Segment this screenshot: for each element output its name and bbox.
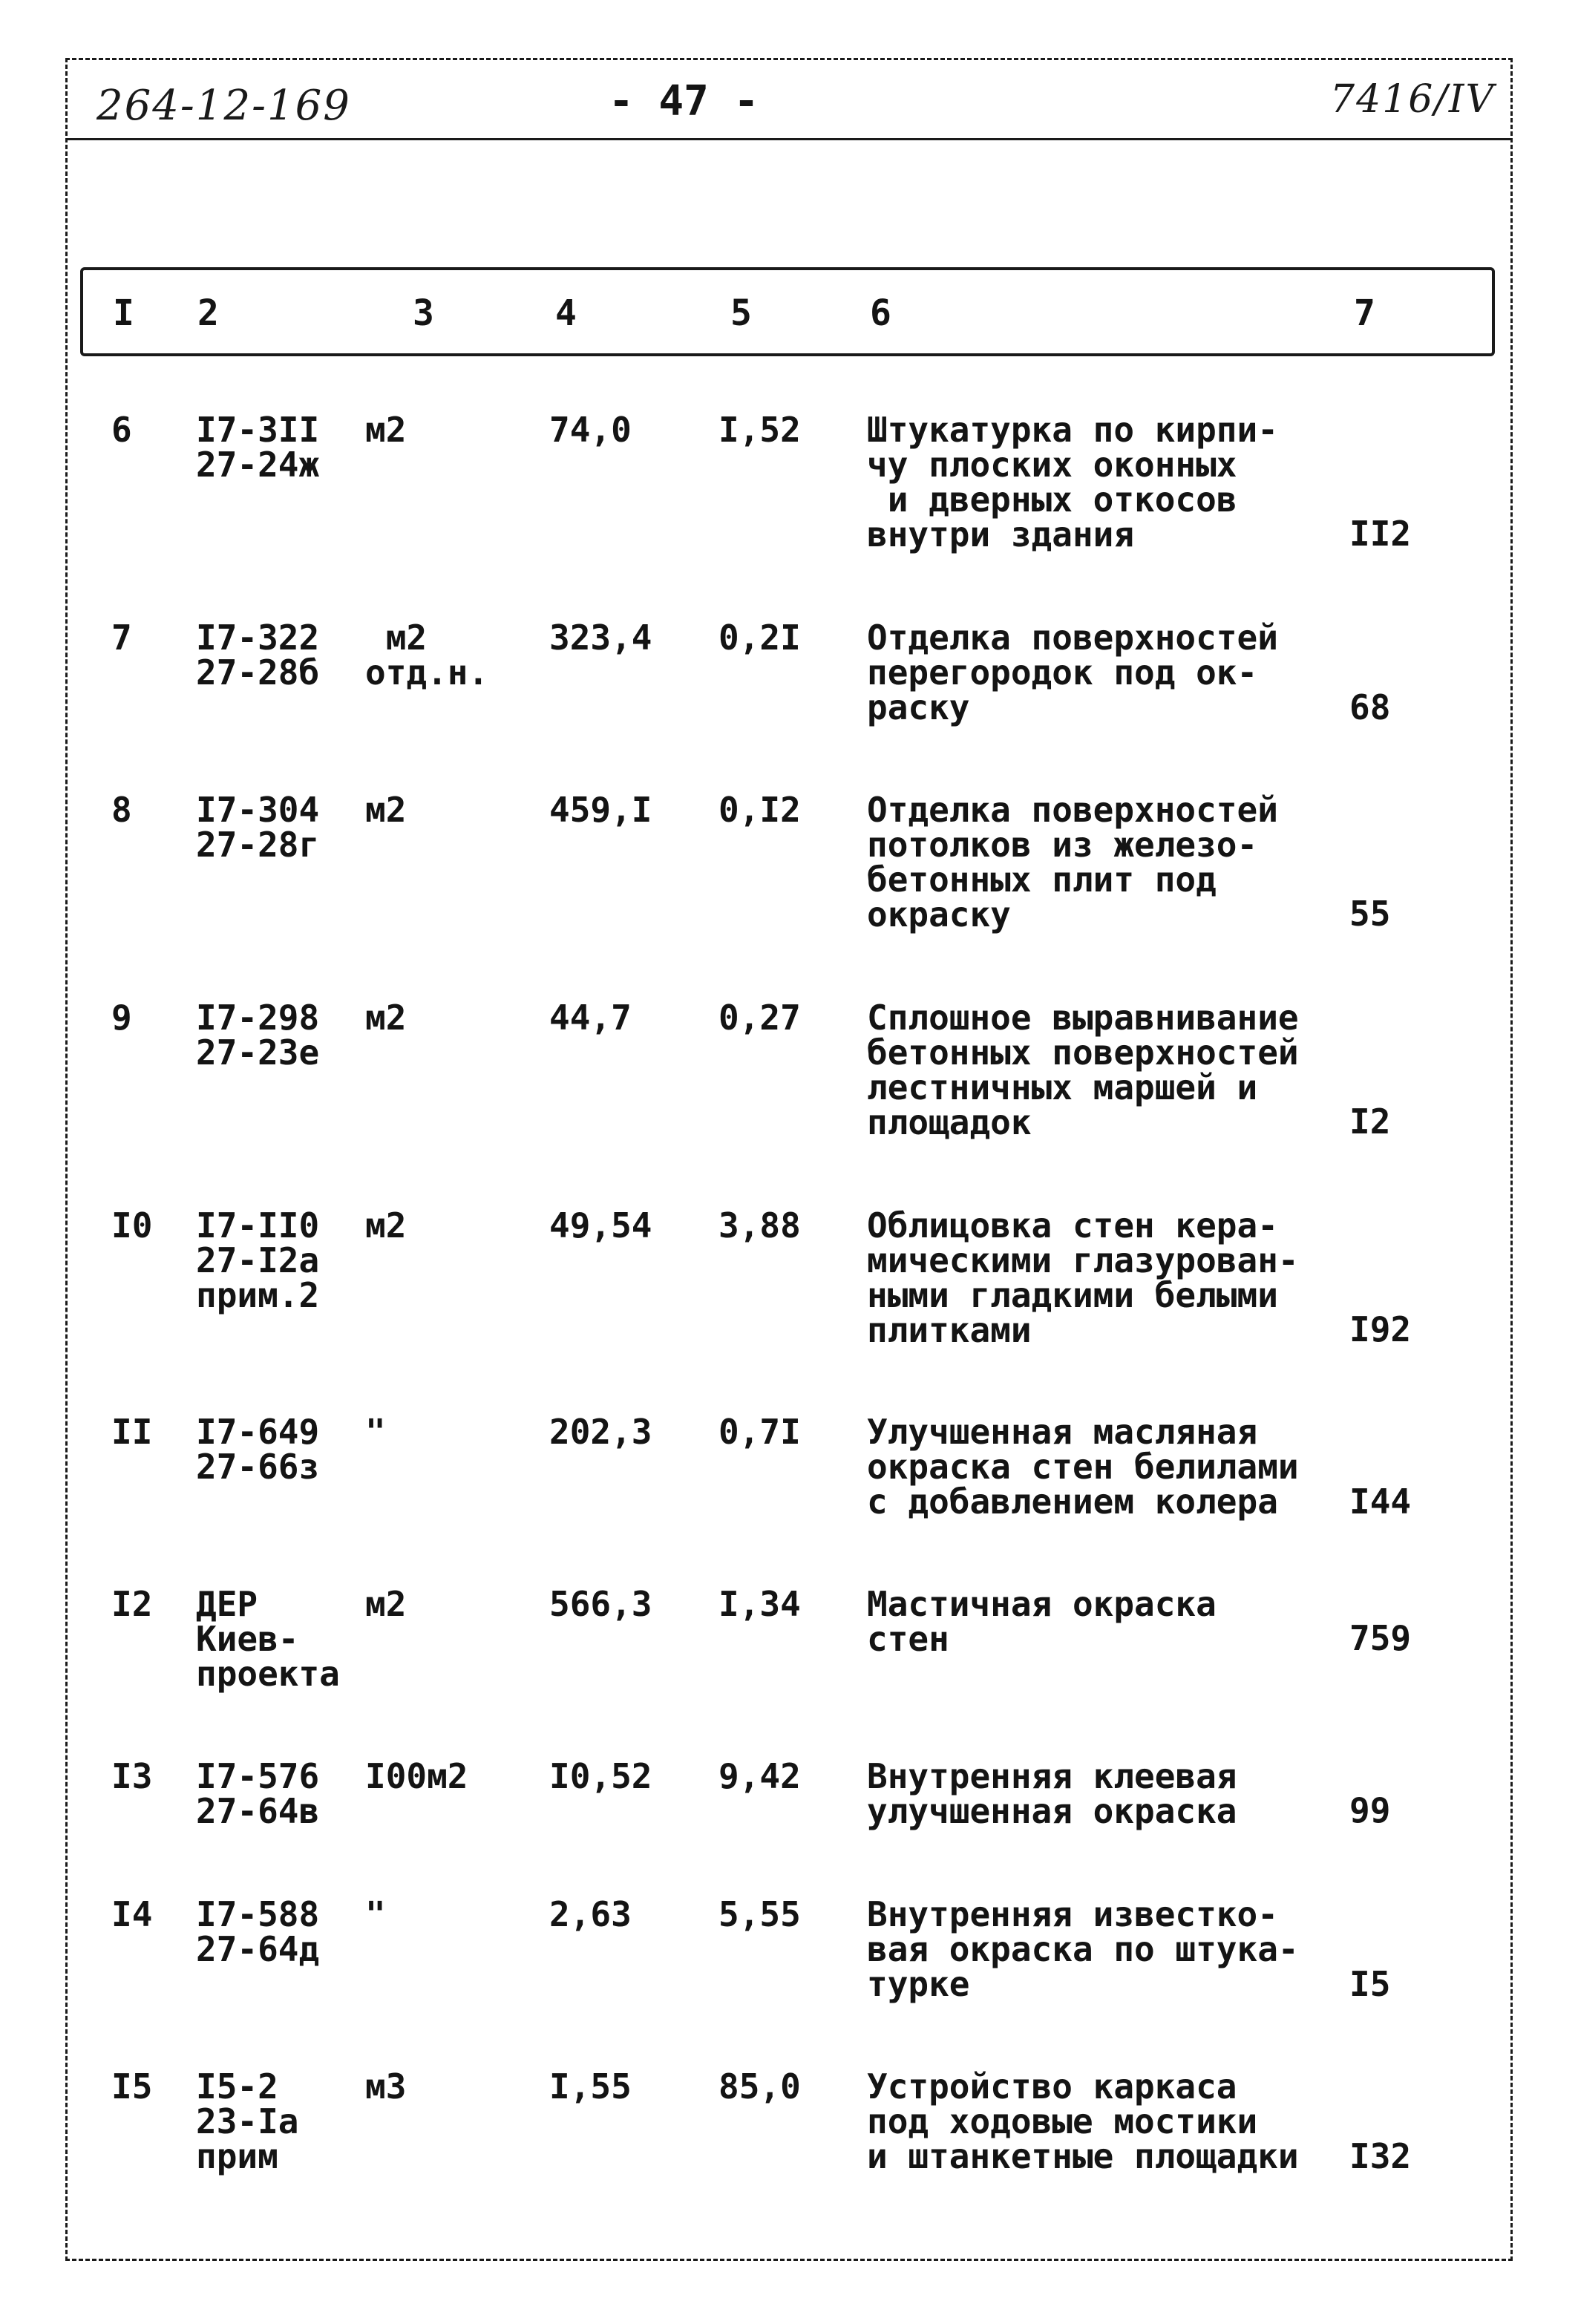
unit-cost: 5,55: [718, 1894, 801, 1934]
inventory-number: 7416/IV: [1330, 77, 1495, 122]
work-description: Отделка поверхностей перегородок под ок- раску: [867, 618, 1278, 727]
unit-cost: 0,27: [718, 998, 801, 1038]
unit-cost: 85,0: [718, 2066, 801, 2107]
work-description: Устройство каркаса под ходовые мостики и штанкетные площадки: [867, 2066, 1299, 2176]
column-header-4: 4: [555, 292, 577, 334]
unit-cost: I,34: [718, 1584, 801, 1624]
unit: м3: [365, 2066, 407, 2107]
row-number: I2: [111, 1584, 153, 1624]
unit-cost: 0,7I: [718, 1412, 801, 1452]
work-description: Штукатурка по кирпи- чу плоских оконных и дверных откосов внутри здания: [867, 410, 1278, 554]
unit: ": [365, 1412, 386, 1452]
row-number: I4: [111, 1894, 153, 1934]
unit-cost: 9,42: [718, 1756, 801, 1796]
column-header-5: 5: [730, 292, 752, 334]
rate-code: I7-322 27-28б: [196, 618, 320, 693]
row-number: 8: [111, 790, 132, 830]
column-header-1: I: [113, 292, 134, 334]
unit: I00м2: [365, 1756, 468, 1796]
total-cost: 99: [1349, 1790, 1391, 1830]
total-cost: I92: [1349, 1309, 1412, 1349]
work-description: Отделка поверхностей потолков из железо- бетонных плит под окраску: [867, 790, 1278, 934]
total-cost: I44: [1349, 1482, 1412, 1522]
page-number: - 47 -: [609, 77, 759, 125]
row-number: I3: [111, 1756, 153, 1796]
total-cost: II2: [1349, 514, 1412, 554]
work-description: Внутренняя известко- вая окраска по штука- турке: [867, 1894, 1299, 2004]
row-number: I5: [111, 2066, 153, 2107]
row-number: II: [111, 1412, 153, 1452]
work-description: Внутренняя клеевая улучшенная окраска: [867, 1756, 1237, 1831]
quantity: 202,3: [549, 1412, 652, 1452]
rate-code: I7-298 27-23е: [196, 998, 320, 1073]
quantity: 2,63: [549, 1894, 632, 1934]
column-header-7: 7: [1354, 292, 1375, 334]
unit-cost: 3,88: [718, 1205, 801, 1246]
quantity: 566,3: [549, 1584, 652, 1624]
total-cost: 55: [1349, 894, 1391, 934]
unit: м2: [365, 790, 407, 830]
rate-code: I7-3II 27-24ж: [196, 410, 320, 485]
unit: м2: [365, 998, 407, 1038]
work-description: Улучшенная масляная окраска стен белилами с добавлением колера: [867, 1412, 1299, 1522]
rate-code: ДЕР Киев- проекта: [196, 1584, 340, 1694]
unit-cost: 0,I2: [718, 790, 801, 830]
work-description: Мастичная окраска стен: [867, 1584, 1217, 1659]
unit: ": [365, 1894, 386, 1934]
header-divider: [65, 138, 1513, 140]
work-description: Облицовка стен кера- мическими глазурован- ными гладкими белыми плитками: [867, 1205, 1299, 1350]
row-number: 6: [111, 410, 132, 450]
column-header-6: 6: [870, 292, 891, 334]
quantity: 49,54: [549, 1205, 652, 1246]
rate-code: I7-649 27-66з: [196, 1412, 320, 1487]
unit: м2 отд.н.: [365, 618, 489, 693]
total-cost: 759: [1349, 1618, 1412, 1658]
quantity: I,55: [549, 2066, 632, 2107]
column-header-row: [80, 267, 1495, 356]
rate-code: I7-II0 27-I2а прим.2: [196, 1205, 320, 1315]
rate-code: I7-588 27-64д: [196, 1894, 320, 1969]
total-cost: 68: [1349, 687, 1391, 727]
total-cost: I32: [1349, 2136, 1412, 2176]
total-cost: I5: [1349, 1964, 1391, 2004]
quantity: 323,4: [549, 618, 652, 658]
work-description: Сплошное выравнивание бетонных поверхностей лестничных маршей и площадок: [867, 998, 1299, 1142]
document-code: 264-12-169: [96, 82, 351, 130]
total-cost: I2: [1349, 1102, 1391, 1142]
rate-code: I7-304 27-28г: [196, 790, 320, 865]
unit: м2: [365, 1205, 407, 1246]
quantity: I0,52: [549, 1756, 652, 1796]
row-number: 9: [111, 998, 132, 1038]
row-number: I0: [111, 1205, 153, 1246]
unit-cost: I,52: [718, 410, 801, 450]
rate-code: I5-2 23-Iа прим: [196, 2066, 299, 2176]
unit: м2: [365, 1584, 407, 1624]
quantity: 74,0: [549, 410, 632, 450]
unit-cost: 0,2I: [718, 618, 801, 658]
row-number: 7: [111, 618, 132, 658]
unit: м2: [365, 410, 407, 450]
column-header-3: 3: [413, 292, 434, 334]
rate-code: I7-576 27-64в: [196, 1756, 320, 1831]
quantity: 459,I: [549, 790, 652, 830]
quantity: 44,7: [549, 998, 632, 1038]
column-header-2: 2: [197, 292, 219, 334]
